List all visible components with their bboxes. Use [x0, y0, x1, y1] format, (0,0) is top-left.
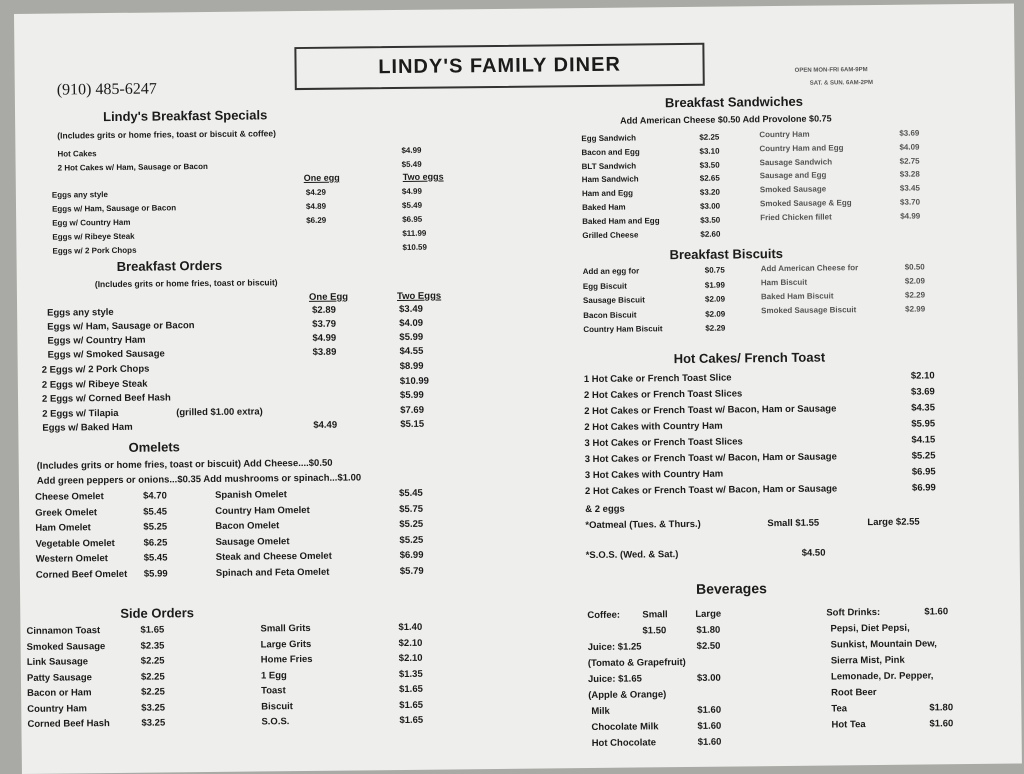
order-item-one-egg: $4.49 [313, 419, 338, 431]
side-item-name: Country Ham [27, 702, 87, 715]
side-item-name: 1 Egg [260, 669, 287, 681]
omelets-note-2: Add green peppers or onions...$0.35 Add mushrooms or spinach...$1.00 [36, 472, 362, 487]
special-egg-item-name: Egg w/ Country Ham [52, 217, 131, 228]
side-item-name: Patty Sausage [26, 671, 92, 684]
juice-tomato-large: $2.50 [696, 640, 721, 652]
side-item-price: $2.35 [140, 639, 165, 652]
side-orders-heading: Side Orders [120, 605, 195, 621]
hot-cake-item-price: $5.95 [911, 418, 936, 430]
biscuit-item-price: $2.29 [904, 290, 926, 300]
order-item-two-eggs: $4.55 [399, 345, 424, 357]
side-item-name: Smoked Sausage [26, 640, 106, 653]
soft-drink-line: Root Beer [831, 687, 877, 699]
biscuit-item-name: Ham Biscuit [760, 277, 808, 288]
menu-sheet [14, 4, 1022, 774]
side-item-price: $2.25 [140, 655, 165, 667]
order-item-name: 2 Eggs w/ Tilapia [42, 407, 119, 420]
hot-cake-item-price: $2.10 [910, 370, 935, 382]
special-egg-item-name: Eggs any style [51, 190, 108, 200]
specials-col-two: Two eggs [402, 171, 444, 182]
juice-apple: Juice: $1.65 [587, 673, 642, 686]
soft-drink-line: Lemonade, Dr. Pepper, [830, 670, 934, 683]
biscuit-item-name: Add an egg for [582, 266, 640, 277]
tea-item-name: Hot Tea [831, 719, 866, 731]
biscuit-item-name: Bacon Biscuit [583, 309, 637, 320]
hot-cake-item-name: 2 Hot Cakes or French Toast w/ Bacon, Ham or Sausage [584, 483, 838, 498]
soft-drinks-label: Soft Drinks: [826, 606, 881, 619]
sandwich-item-price: $3.10 [699, 146, 720, 156]
special-egg-item-two-eggs: $5.49 [401, 200, 423, 210]
oatmeal-small: Small $1.55 [767, 517, 820, 530]
hot-cake-item-name: 3 Hot Cakes with Country Ham [584, 468, 724, 482]
side-item-price: $2.10 [398, 652, 423, 665]
sandwich-item-price: $2.25 [699, 132, 720, 142]
special-egg-item-two-eggs: $6.95 [402, 214, 423, 224]
order-item-name: Eggs w/ Smoked Sausage [47, 348, 165, 361]
omelet-item-name: Country Ham Omelet [215, 504, 310, 517]
omelet-item-price: $6.99 [399, 549, 424, 561]
side-item-name: Bacon or Ham [27, 687, 92, 699]
side-item-price: $3.25 [141, 717, 166, 729]
side-item-name: Corned Beef Hash [27, 718, 110, 730]
order-item-note: (grilled $1.00 extra) [176, 405, 263, 418]
special-egg-item-name: Eggs w/ Ham, Sausage or Bacon [51, 203, 177, 214]
sandwich-item-price: $3.20 [699, 187, 720, 198]
diner-title: LINDY'S FAMILY DINER [378, 53, 621, 79]
biscuit-item-name: Add American Cheese for [760, 263, 859, 274]
omelets-note-1: (Includes grits or home fries, toast or biscuit) Add Cheese....$0.50 [36, 457, 333, 472]
milk-item-price: $1.60 [697, 720, 722, 732]
sandwich-item-name: Fried Chicken fillet [760, 212, 832, 222]
soft-drink-line: Pepsi, Diet Pepsi, [830, 622, 910, 635]
hot-cake-item-name: 2 Hot Cakes or French Toast w/ Bacon, Ham or Sausage [584, 403, 837, 418]
side-item-price: $1.65 [399, 714, 424, 727]
breakfast-sandwiches-heading: Breakfast Sandwiches [664, 93, 804, 111]
hot-cake-item-price: $4.35 [911, 402, 936, 414]
hot-cake-item-price: $5.25 [911, 450, 936, 462]
sandwich-item-price: $3.70 [899, 197, 921, 207]
omelet-item-name: Spinach and Feta Omelet [215, 566, 330, 579]
sandwich-item-name: Baked Ham [582, 202, 626, 213]
order-item-name: Eggs any style [47, 306, 114, 319]
special-egg-item-one-egg: $4.29 [305, 187, 326, 197]
orders-col-one: One Egg [308, 291, 349, 303]
juice-apple-large: $3.00 [696, 672, 721, 684]
biscuit-item-name: Smoked Sausage Biscuit [761, 305, 857, 316]
omelet-item-price: $6.25 [143, 536, 168, 549]
side-item-price: $3.25 [141, 701, 166, 714]
sandwich-item-price: $3.28 [899, 169, 920, 180]
order-item-name: Eggs w/ Ham, Sausage or Bacon [47, 320, 195, 333]
omelet-item-price: $5.25 [399, 534, 424, 546]
omelet-item-price: $5.45 [143, 552, 168, 564]
sandwich-item-name: Smoked Sausage & Egg [759, 198, 852, 209]
tea-item-price: $1.80 [929, 702, 954, 714]
biscuit-item-price: $2.09 [904, 276, 925, 286]
side-item-price: $2.10 [398, 637, 423, 649]
biscuit-item-name: Country Ham Biscuit [583, 324, 663, 335]
hot-cake-item-name: 1 Hot Cake or French Toast Slice [583, 372, 732, 386]
omelet-item-name: Sausage Omelet [215, 535, 290, 548]
omelet-item-name: Western Omelet [35, 553, 108, 565]
juice-tomato: Juice: $1.25 [587, 641, 642, 654]
sandwich-item-name: Sausage Sandwich [759, 157, 833, 167]
sandwich-item-price: $2.75 [899, 156, 920, 166]
hot-cake-item-name: 3 Hot Cakes or French Toast w/ Bacon, Ham or Sausage [584, 451, 837, 466]
special-egg-item-name: Eggs w/ 2 Pork Chops [52, 245, 137, 256]
side-item-name: Cinnamon Toast [26, 625, 101, 637]
breakfast-specials-note: (Includes grits or home fries, toast or biscuit & coffee) [57, 128, 277, 141]
sandwich-item-name: Ham and Egg [581, 188, 634, 199]
side-item-price: $2.25 [140, 670, 165, 683]
hot-cake-item-price: $4.15 [911, 434, 936, 446]
oatmeal-large: Large $2.55 [867, 516, 920, 529]
milk-item-name: Chocolate Milk [591, 721, 659, 733]
milk-item-name: Hot Chocolate [591, 737, 657, 749]
special-item-price: $5.49 [401, 159, 422, 169]
sandwich-item-price: $2.60 [700, 229, 721, 239]
coffee-small-price: $1.50 [642, 625, 667, 637]
sandwich-item-name: Country Ham and Egg [759, 143, 844, 153]
order-item-name: 2 Eggs w/ 2 Pork Chops [41, 363, 150, 376]
sandwich-item-price: $3.50 [700, 215, 721, 225]
hot-cake-item-name: 3 Hot Cakes or French Toast Slices [584, 436, 743, 450]
omelet-item-price: $5.45 [143, 505, 168, 518]
coffee-label: Coffee: [587, 609, 621, 622]
special-item-price: $4.99 [401, 145, 422, 155]
special-egg-item-one-egg: $4.89 [305, 201, 327, 211]
sos-price: $4.50 [801, 547, 826, 559]
side-item-price: $1.35 [398, 668, 423, 680]
order-item-two-eggs: $7.69 [400, 404, 425, 416]
soft-drink-line: Sierra Mist, Pink [830, 654, 905, 667]
hot-cakes-two-eggs: & 2 eggs [585, 503, 625, 516]
sandwich-item-name: Bacon and Egg [581, 147, 640, 157]
omelet-item-price: $5.75 [399, 503, 424, 515]
order-item-one-egg: $2.89 [312, 304, 336, 316]
special-egg-item-two-eggs: $10.59 [402, 242, 427, 252]
biscuit-item-price: $2.09 [705, 309, 726, 319]
order-item-name: 2 Eggs w/ Ribeye Steak [41, 378, 148, 391]
coffee-large-label: Large [695, 608, 722, 620]
coffee-small-label: Small [642, 609, 668, 621]
sandwich-item-name: Grilled Cheese [582, 230, 639, 240]
breakfast-orders-note: (Includes grits or home fries, toast or biscuit) [94, 277, 278, 290]
side-item-name: Link Sausage [26, 656, 89, 668]
hot-cake-item-name: 2 Hot Cakes with Country Ham [584, 420, 723, 434]
hot-cake-item-price: $6.99 [911, 482, 936, 494]
sandwich-item-name: Baked Ham and Egg [582, 216, 660, 226]
omelet-item-name: Bacon Omelet [215, 520, 280, 532]
biscuit-item-price: $2.29 [705, 323, 726, 333]
omelet-item-name: Ham Omelet [35, 522, 91, 534]
soft-drink-line: Sunkist, Mountain Dew, [830, 638, 937, 651]
side-item-name: Biscuit [261, 700, 294, 712]
biscuit-item-price: $2.09 [704, 294, 726, 304]
side-item-price: $1.65 [399, 683, 423, 696]
orders-col-two: Two Eggs [396, 290, 442, 303]
milk-item-price: $1.60 [697, 704, 722, 716]
hot-cake-item-price: $3.69 [910, 386, 935, 398]
sandwich-item-name: Ham Sandwich [581, 174, 639, 185]
omelet-item-name: Greek Omelet [35, 506, 98, 519]
order-item-two-eggs: $5.99 [399, 331, 424, 343]
side-item-name: S.O.S. [261, 716, 290, 728]
phone-number: (910) 485-6247 [56, 80, 157, 99]
omelet-item-price: $5.25 [399, 518, 424, 530]
biscuit-item-price: $0.50 [904, 262, 925, 272]
sandwich-item-price: $4.99 [900, 211, 921, 221]
hot-cakes-heading: Hot Cakes/ French Toast [673, 349, 826, 367]
sandwich-item-price: $4.09 [899, 142, 920, 152]
order-item-two-eggs: $5.15 [400, 418, 425, 430]
side-item-name: Home Fries [260, 653, 313, 666]
order-item-two-eggs: $3.49 [399, 303, 423, 315]
sandwich-item-name: Sausage and Egg [759, 170, 827, 181]
order-item-two-eggs: $4.09 [399, 317, 424, 329]
order-item-two-eggs: $8.99 [399, 360, 424, 372]
omelet-item-name: Steak and Cheese Omelet [215, 550, 332, 563]
order-item-one-egg: $3.89 [312, 346, 337, 358]
side-item-name: Small Grits [260, 622, 311, 635]
biscuit-item-name: Sausage Biscuit [582, 295, 645, 306]
omelet-item-price: $5.45 [398, 487, 423, 499]
order-item-one-egg: $3.79 [312, 318, 337, 330]
sandwich-item-price: $3.45 [899, 183, 920, 193]
beverages-heading: Beverages [695, 580, 767, 597]
omelet-item-name: Cheese Omelet [35, 491, 104, 503]
breakfast-orders-heading: Breakfast Orders [116, 257, 223, 274]
special-egg-item-one-egg: $6.29 [306, 215, 327, 225]
side-item-price: $1.65 [140, 624, 165, 636]
sandwich-item-price: $2.65 [699, 174, 720, 184]
side-item-price: $2.25 [141, 686, 165, 698]
sandwich-item-name: Country Ham [759, 129, 810, 140]
breakfast-biscuits-heading: Breakfast Biscuits [669, 245, 784, 263]
hot-cake-item-name: 2 Hot Cakes or French Toast Slices [583, 388, 743, 402]
special-egg-item-name: Eggs w/ Ribeye Steak [52, 231, 135, 242]
side-item-price: $1.40 [398, 621, 423, 634]
sandwich-item-price: $3.69 [899, 128, 920, 138]
biscuit-item-price: $1.99 [704, 280, 725, 290]
breakfast-specials-heading: Lindy's Breakfast Specials [103, 107, 268, 125]
order-item-two-eggs: $10.99 [399, 375, 429, 387]
sandwich-item-price: $3.50 [699, 160, 720, 170]
tea-item-price: $1.60 [929, 718, 954, 730]
special-item-name: 2 Hot Cakes w/ Ham, Sausage or Bacon [57, 161, 208, 173]
order-item-two-eggs: $5.99 [399, 389, 424, 401]
hours-weekend: SAT. & SUN. 6AM-2PM [809, 80, 874, 87]
hot-cake-item-price: $6.95 [911, 466, 936, 478]
sandwich-item-name: Smoked Sausage [759, 184, 827, 195]
juice-apple-note: (Apple & Orange) [588, 689, 667, 702]
side-item-price: $1.65 [399, 699, 424, 711]
omelet-item-price: $4.70 [142, 490, 167, 502]
sandwich-item-name: Egg Sandwich [581, 133, 637, 144]
biscuit-item-price: $0.75 [704, 265, 725, 275]
coffee-large-price: $1.80 [696, 624, 721, 636]
title-box [294, 43, 704, 90]
omelet-item-name: Spanish Omelet [214, 489, 287, 501]
order-item-name: Eggs w/ Country Ham [47, 334, 146, 347]
biscuit-item-name: Egg Biscuit [582, 281, 627, 291]
omelet-item-name: Corned Beef Omelet [35, 568, 128, 581]
omelet-item-name: Vegetable Omelet [35, 537, 115, 550]
omelet-item-price: $5.25 [143, 521, 168, 533]
special-egg-item-two-eggs: $4.99 [401, 186, 422, 196]
omelets-heading: Omelets [128, 439, 180, 455]
order-item-name: 2 Eggs w/ Corned Beef Hash [41, 392, 171, 405]
special-item-name: Hot Cakes [57, 149, 97, 159]
sos-label: *S.O.S. (Wed. & Sat.) [585, 549, 679, 562]
sandwich-addons: Add American Cheese $0.50 Add Provolone $0.75 [620, 113, 832, 126]
specials-col-one: One egg [303, 172, 340, 183]
milk-item-price: $1.60 [697, 736, 722, 748]
side-item-name: Toast [261, 685, 286, 697]
oatmeal-label: *Oatmeal (Tues. & Thurs.) [585, 518, 701, 532]
omelet-item-price: $5.79 [399, 565, 424, 577]
side-item-name: Large Grits [260, 638, 312, 650]
biscuit-item-name: Baked Ham Biscuit [760, 291, 834, 302]
tea-item-name: Tea [831, 703, 848, 715]
juice-tomato-note: (Tomato & Grapefruit) [587, 657, 686, 670]
special-egg-item-two-eggs: $11.99 [402, 228, 427, 238]
biscuit-item-price: $2.99 [905, 304, 926, 314]
omelet-item-price: $5.99 [143, 567, 168, 580]
hours-weekday: OPEN MON-FRI 6AM-9PM [794, 67, 868, 74]
milk-item-name: Milk [591, 705, 610, 717]
sandwich-item-price: $3.00 [700, 201, 721, 211]
order-item-name: Eggs w/ Baked Ham [42, 421, 133, 434]
soft-drinks-price: $1.60 [924, 606, 949, 618]
sandwich-item-name: BLT Sandwich [581, 161, 637, 171]
order-item-one-egg: $4.99 [312, 332, 337, 344]
